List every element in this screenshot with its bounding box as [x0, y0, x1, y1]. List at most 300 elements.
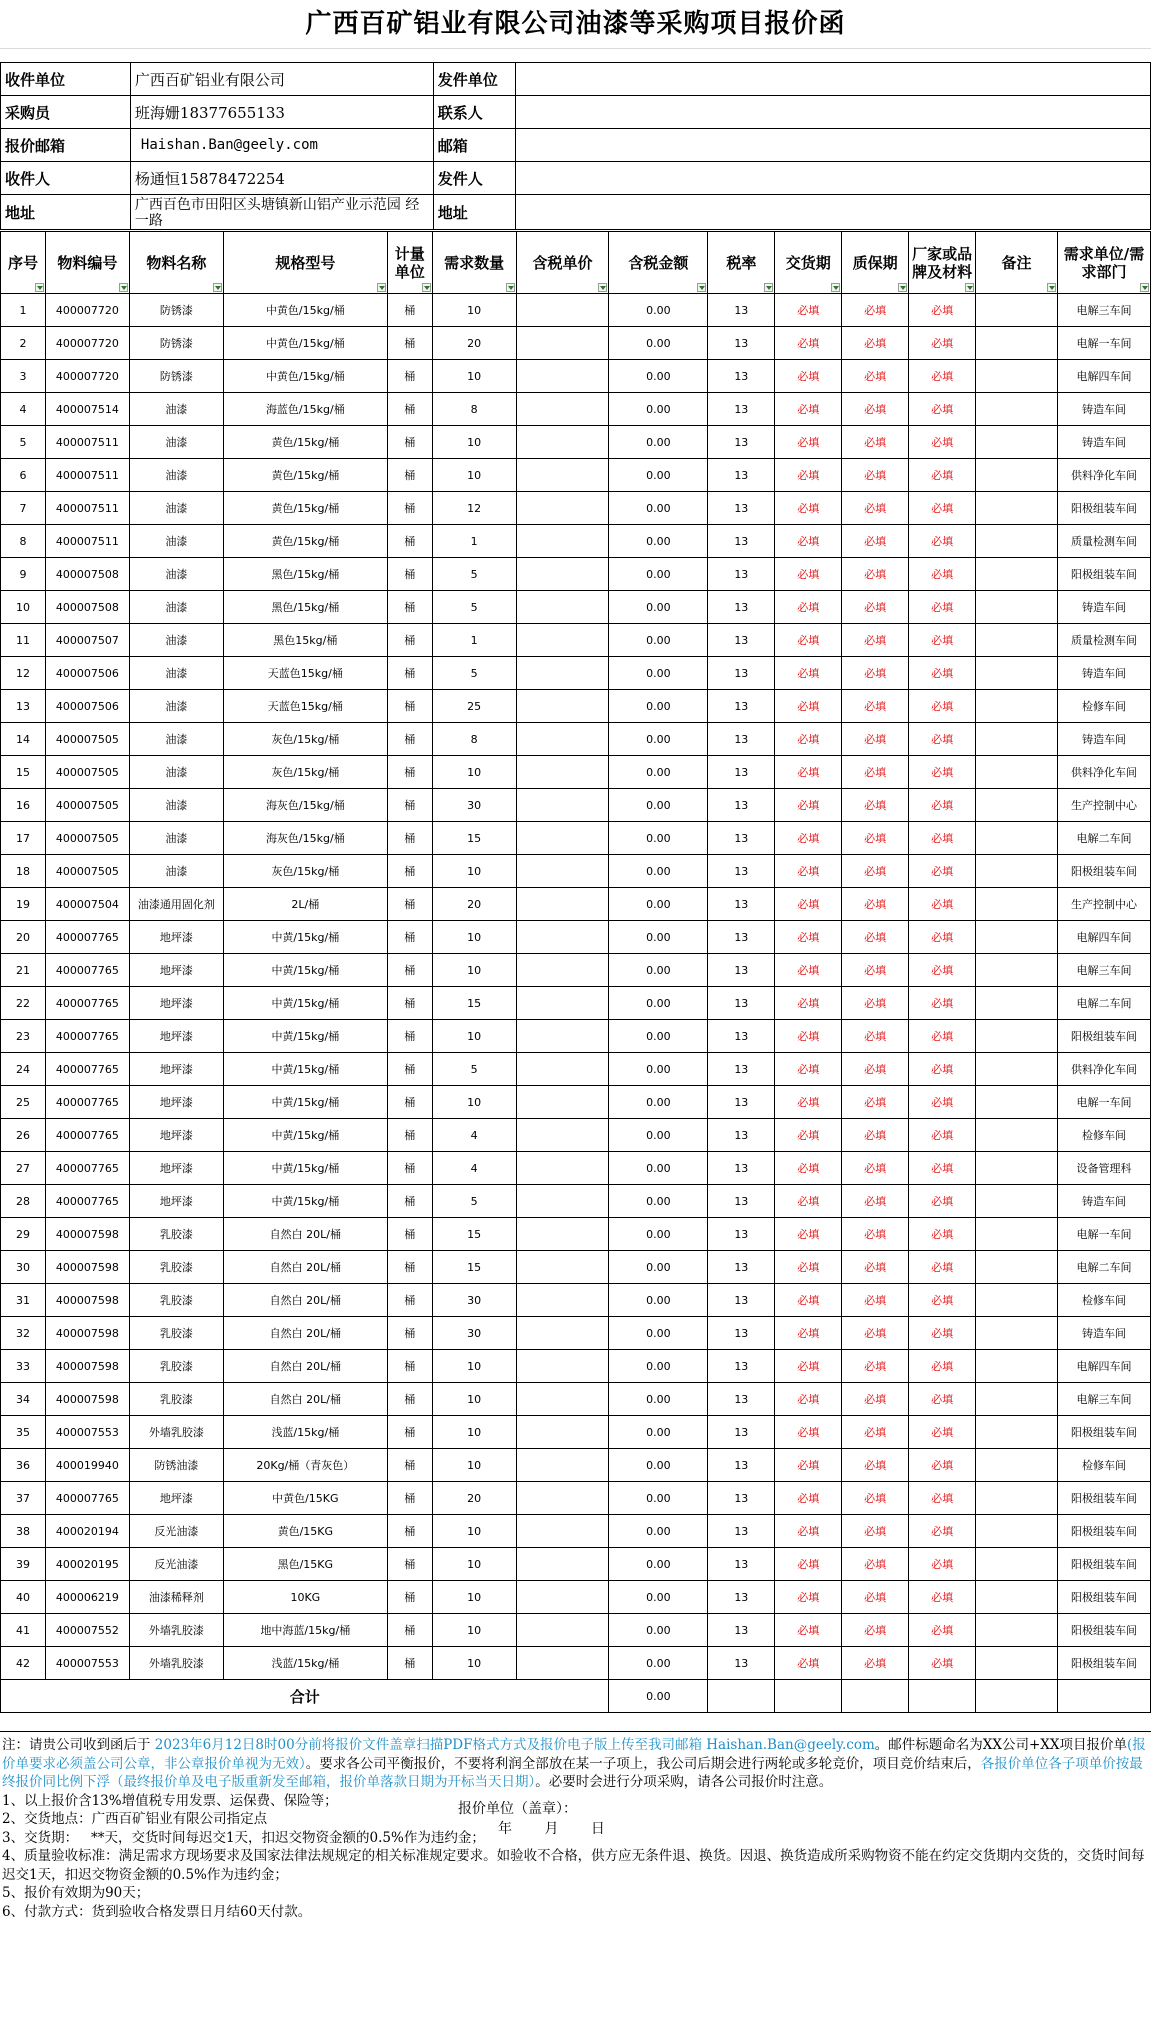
filter-dropdown-icon[interactable] — [831, 283, 840, 292]
col-remark-cell[interactable] — [976, 657, 1058, 690]
col-warranty-cell[interactable]: 必填 — [842, 492, 909, 525]
col-remark-cell[interactable] — [976, 1350, 1058, 1383]
col-department-cell: 阳极组装车间 — [1057, 1548, 1150, 1581]
col-brand-cell[interactable]: 必填 — [909, 294, 976, 327]
col-warranty-cell[interactable]: 必填 — [842, 1614, 909, 1647]
col-warranty-cell[interactable]: 必填 — [842, 426, 909, 459]
col-unit-price-cell[interactable] — [516, 327, 609, 360]
col-brand-cell[interactable]: 必填 — [909, 789, 976, 822]
col-brand-cell[interactable]: 必填 — [909, 1581, 976, 1614]
col-delivery-cell[interactable]: 必填 — [775, 954, 842, 987]
col-remark-cell[interactable] — [976, 1449, 1058, 1482]
col-delivery-cell[interactable]: 必填 — [775, 1218, 842, 1251]
col-delivery-cell[interactable]: 必填 — [775, 723, 842, 756]
col-unit-price-cell[interactable] — [516, 1350, 609, 1383]
col-delivery-cell[interactable]: 必填 — [775, 1053, 842, 1086]
col-amount-cell: 0.00 — [609, 1350, 708, 1383]
col-brand-cell[interactable]: 必填 — [909, 624, 976, 657]
col-delivery-cell[interactable]: 必填 — [775, 327, 842, 360]
col-delivery-cell[interactable]: 必填 — [775, 921, 842, 954]
col-brand-cell[interactable]: 必填 — [909, 1119, 976, 1152]
recipient-value[interactable]: 杨通恒15878472254 — [130, 162, 433, 195]
col-delivery-cell[interactable]: 必填 — [775, 756, 842, 789]
email-label: 邮箱 — [433, 129, 515, 162]
col-remark-cell[interactable] — [976, 1086, 1058, 1119]
col-spec-cell: 中黄/15kg/桶 — [223, 987, 387, 1020]
col-spec-cell: 黑色/15KG — [223, 1548, 387, 1581]
col-warranty-cell[interactable]: 必填 — [842, 789, 909, 822]
col-material-code-cell: 400007505 — [45, 756, 129, 789]
col-material-code-cell: 400007508 — [45, 591, 129, 624]
col-delivery-cell[interactable]: 必填 — [775, 294, 842, 327]
col-warranty-cell[interactable]: 必填 — [842, 1218, 909, 1251]
col-remark-cell[interactable] — [976, 1317, 1058, 1350]
col-warranty-cell[interactable]: 必填 — [842, 1317, 909, 1350]
buyer-value[interactable]: 班海姗18377655133 — [130, 96, 433, 129]
col-unit-price-cell[interactable] — [516, 1482, 609, 1515]
col-brand-cell[interactable]: 必填 — [909, 1020, 976, 1053]
col-remark-cell[interactable] — [976, 525, 1058, 558]
col-warranty-cell[interactable]: 必填 — [842, 1185, 909, 1218]
col-brand-cell[interactable]: 必填 — [909, 459, 976, 492]
col-delivery-cell[interactable]: 必填 — [775, 393, 842, 426]
col-warranty-cell[interactable]: 必填 — [842, 888, 909, 921]
col-brand-cell[interactable]: 必填 — [909, 1086, 976, 1119]
col-brand-cell[interactable]: 必填 — [909, 492, 976, 525]
filter-dropdown-icon[interactable] — [1140, 283, 1149, 292]
col-delivery-cell[interactable]: 必填 — [775, 1119, 842, 1152]
col-department-cell: 质量检测车间 — [1057, 624, 1150, 657]
col-material-name-cell: 油漆 — [129, 789, 223, 822]
col-remark-cell[interactable] — [976, 459, 1058, 492]
col-unit-price-cell[interactable] — [516, 1581, 609, 1614]
col-remark-cell[interactable] — [976, 360, 1058, 393]
col-brand-cell[interactable]: 必填 — [909, 1185, 976, 1218]
col-brand-cell[interactable]: 必填 — [909, 723, 976, 756]
note-item-5: 5、报价有效期为90天； — [2, 1885, 150, 1901]
filter-dropdown-icon[interactable] — [213, 283, 222, 292]
col-unit-price-cell[interactable] — [516, 1416, 609, 1449]
col-quantity-header — [432, 232, 516, 294]
col-warranty-cell[interactable]: 必填 — [842, 954, 909, 987]
col-unit-price-cell[interactable] — [516, 492, 609, 525]
col-unit-price-cell[interactable] — [516, 294, 609, 327]
col-warranty-cell[interactable]: 必填 — [842, 1482, 909, 1515]
col-unit-price-cell[interactable] — [516, 459, 609, 492]
col-brand-cell[interactable]: 必填 — [909, 1053, 976, 1086]
col-brand-cell[interactable]: 必填 — [909, 690, 976, 723]
col-delivery-cell[interactable]: 必填 — [775, 690, 842, 723]
col-brand-cell[interactable]: 必填 — [909, 1647, 976, 1680]
col-remark-cell[interactable] — [976, 723, 1058, 756]
col-unit-price-cell[interactable] — [516, 591, 609, 624]
col-tax-rate-cell: 13 — [708, 822, 775, 855]
col-remark-cell[interactable] — [976, 822, 1058, 855]
col-quantity-cell: 8 — [432, 393, 516, 426]
col-warranty-cell[interactable]: 必填 — [842, 1449, 909, 1482]
col-delivery-cell[interactable]: 必填 — [775, 1614, 842, 1647]
col-brand-cell[interactable]: 必填 — [909, 1152, 976, 1185]
col-brand-cell[interactable]: 必填 — [909, 1482, 976, 1515]
col-unit-price-cell[interactable] — [516, 822, 609, 855]
col-material-name-cell: 乳胶漆 — [129, 1350, 223, 1383]
col-amount-cell: 0.00 — [609, 1647, 708, 1680]
col-brand-cell[interactable]: 必填 — [909, 1251, 976, 1284]
filter-dropdown-icon[interactable] — [1047, 283, 1056, 292]
col-brand-cell[interactable]: 必填 — [909, 558, 976, 591]
col-warranty-cell[interactable]: 必填 — [842, 1515, 909, 1548]
col-material-name-cell: 油漆 — [129, 492, 223, 525]
col-warranty-cell[interactable]: 必填 — [842, 855, 909, 888]
receiver-unit-value[interactable]: 广西百矿铝业有限公司 — [130, 63, 433, 96]
col-brand-cell[interactable]: 必填 — [909, 1317, 976, 1350]
table-row — [1, 624, 1151, 657]
total-label: 合计 — [1, 1680, 609, 1713]
col-unit-price-cell[interactable] — [516, 558, 609, 591]
filter-dropdown-icon[interactable] — [422, 283, 431, 292]
col-brand-cell[interactable]: 必填 — [909, 1614, 976, 1647]
col-unit-price-cell[interactable] — [516, 1284, 609, 1317]
col-delivery-cell[interactable]: 必填 — [775, 591, 842, 624]
col-tax-rate-cell: 13 — [708, 1614, 775, 1647]
col-unit-price-cell[interactable] — [516, 1647, 609, 1680]
filter-dropdown-icon[interactable] — [377, 283, 386, 292]
col-unit-price-cell[interactable] — [516, 987, 609, 1020]
col-delivery-cell[interactable]: 必填 — [775, 1350, 842, 1383]
col-department-cell: 电解二车间 — [1057, 822, 1150, 855]
col-remark-cell[interactable] — [976, 1614, 1058, 1647]
col-remark-cell[interactable] — [976, 327, 1058, 360]
col-warranty-cell[interactable]: 必填 — [842, 558, 909, 591]
col-delivery-cell[interactable]: 必填 — [775, 1482, 842, 1515]
col-unit-price-cell[interactable] — [516, 954, 609, 987]
table-row — [1, 657, 1151, 690]
col-brand-cell[interactable]: 必填 — [909, 954, 976, 987]
col-remark-cell[interactable] — [976, 1581, 1058, 1614]
col-warranty-cell[interactable]: 必填 — [842, 1119, 909, 1152]
col-unit-price-cell[interactable] — [516, 723, 609, 756]
col-remark-cell[interactable] — [976, 1416, 1058, 1449]
col-material-name-cell: 油漆 — [129, 525, 223, 558]
table-row — [1, 1152, 1151, 1185]
col-warranty-cell[interactable]: 必填 — [842, 723, 909, 756]
col-remark-cell[interactable] — [976, 1020, 1058, 1053]
col-remark-cell[interactable] — [976, 624, 1058, 657]
table-row — [1, 393, 1151, 426]
col-warranty-cell[interactable]: 必填 — [842, 1647, 909, 1680]
filter-dropdown-icon[interactable] — [965, 283, 974, 292]
col-remark-cell[interactable] — [976, 1647, 1058, 1680]
col-delivery-cell[interactable]: 必填 — [775, 426, 842, 459]
col-remark-cell[interactable] — [976, 1119, 1058, 1152]
col-brand-cell[interactable]: 必填 — [909, 855, 976, 888]
col-warranty-cell[interactable]: 必填 — [842, 1581, 909, 1614]
col-remark-cell[interactable] — [976, 921, 1058, 954]
col-brand-cell[interactable]: 必填 — [909, 1515, 976, 1548]
col-remark-cell[interactable] — [976, 789, 1058, 822]
total-empty-cell — [909, 1680, 976, 1713]
col-delivery-cell[interactable]: 必填 — [775, 360, 842, 393]
col-unit-cell: 桶 — [387, 1647, 432, 1680]
col-remark-cell[interactable] — [976, 1515, 1058, 1548]
col-warranty-cell[interactable]: 必填 — [842, 822, 909, 855]
col-remark-cell[interactable] — [976, 1053, 1058, 1086]
col-unit-cell: 桶 — [387, 426, 432, 459]
col-delivery-cell[interactable]: 必填 — [775, 1548, 842, 1581]
col-brand-cell[interactable]: 必填 — [909, 657, 976, 690]
col-warranty-cell[interactable]: 必填 — [842, 1053, 909, 1086]
col-warranty-cell[interactable]: 必填 — [842, 1416, 909, 1449]
col-warranty-cell[interactable]: 必填 — [842, 1152, 909, 1185]
col-unit-price-cell[interactable] — [516, 1317, 609, 1350]
col-warranty-cell[interactable]: 必填 — [842, 657, 909, 690]
quote-email-value[interactable]: Haishan.Ban@geely.com — [130, 129, 433, 162]
table-row — [1, 492, 1151, 525]
col-quantity-cell: 10 — [432, 756, 516, 789]
sender-unit-value[interactable] — [515, 63, 1150, 96]
col-delivery-cell[interactable]: 必填 — [775, 1581, 842, 1614]
col-unit-price-cell[interactable] — [516, 1614, 609, 1647]
col-remark-cell[interactable] — [976, 393, 1058, 426]
col-unit-price-cell[interactable] — [516, 888, 609, 921]
col-delivery-cell[interactable]: 必填 — [775, 492, 842, 525]
table-row — [1, 822, 1151, 855]
col-index-cell: 38 — [1, 1515, 46, 1548]
col-unit-price-cell[interactable] — [516, 1515, 609, 1548]
col-warranty-cell[interactable]: 必填 — [842, 294, 909, 327]
col-amount-cell: 0.00 — [609, 1383, 708, 1416]
col-unit-cell: 桶 — [387, 1284, 432, 1317]
col-delivery-label: 交货期 — [785, 253, 831, 272]
col-brand-cell[interactable]: 必填 — [909, 591, 976, 624]
filter-dropdown-icon[interactable] — [35, 283, 44, 292]
col-unit-cell: 桶 — [387, 1416, 432, 1449]
col-unit-cell: 桶 — [387, 1119, 432, 1152]
col-warranty-cell[interactable]: 必填 — [842, 1020, 909, 1053]
col-material-code-header — [45, 232, 129, 294]
col-brand-cell[interactable]: 必填 — [909, 1449, 976, 1482]
col-delivery-cell[interactable]: 必填 — [775, 558, 842, 591]
col-delivery-cell[interactable]: 必填 — [775, 1383, 842, 1416]
col-material-code-cell: 400007765 — [45, 987, 129, 1020]
col-department-cell: 质量检测车间 — [1057, 525, 1150, 558]
col-delivery-cell[interactable]: 必填 — [775, 888, 842, 921]
col-tax-rate-cell: 13 — [708, 1383, 775, 1416]
col-delivery-cell[interactable]: 必填 — [775, 789, 842, 822]
col-delivery-cell[interactable]: 必填 — [775, 525, 842, 558]
col-delivery-cell[interactable]: 必填 — [775, 657, 842, 690]
col-unit-price-cell[interactable] — [516, 525, 609, 558]
table-row — [1, 1383, 1151, 1416]
filter-dropdown-icon[interactable] — [764, 283, 773, 292]
col-delivery-cell[interactable]: 必填 — [775, 1152, 842, 1185]
col-unit-price-cell[interactable] — [516, 624, 609, 657]
col-delivery-cell[interactable]: 必填 — [775, 855, 842, 888]
col-brand-cell[interactable]: 必填 — [909, 822, 976, 855]
col-unit-price-cell[interactable] — [516, 1119, 609, 1152]
col-warranty-cell[interactable]: 必填 — [842, 987, 909, 1020]
col-brand-cell[interactable]: 必填 — [909, 921, 976, 954]
col-delivery-cell[interactable]: 必填 — [775, 1449, 842, 1482]
col-remark-cell[interactable] — [976, 1482, 1058, 1515]
col-brand-cell[interactable]: 必填 — [909, 426, 976, 459]
table-row — [1, 756, 1151, 789]
col-unit-price-cell[interactable] — [516, 657, 609, 690]
col-index-cell: 36 — [1, 1449, 46, 1482]
col-brand-cell[interactable]: 必填 — [909, 888, 976, 921]
col-unit-price-cell[interactable] — [516, 756, 609, 789]
col-unit-price-cell[interactable] — [516, 1053, 609, 1086]
col-spec-header — [223, 232, 387, 294]
col-remark-cell[interactable] — [976, 855, 1058, 888]
col-warranty-cell[interactable]: 必填 — [842, 360, 909, 393]
col-unit-price-cell[interactable] — [516, 690, 609, 723]
table-row — [1, 558, 1151, 591]
col-material-name-label: 物料名称 — [146, 253, 207, 272]
col-delivery-cell[interactable]: 必填 — [775, 459, 842, 492]
col-unit-price-cell[interactable] — [516, 789, 609, 822]
col-warranty-cell[interactable]: 必填 — [842, 1383, 909, 1416]
col-brand-cell[interactable]: 必填 — [909, 987, 976, 1020]
col-quantity-cell: 10 — [432, 1350, 516, 1383]
filter-dropdown-icon[interactable] — [119, 283, 128, 292]
filter-dropdown-icon[interactable] — [506, 283, 515, 292]
col-delivery-cell[interactable]: 必填 — [775, 1647, 842, 1680]
col-warranty-cell[interactable]: 必填 — [842, 459, 909, 492]
col-tax-rate-cell: 13 — [708, 723, 775, 756]
filter-dropdown-icon[interactable] — [898, 283, 907, 292]
col-delivery-cell[interactable]: 必填 — [775, 822, 842, 855]
col-remark-cell[interactable] — [976, 591, 1058, 624]
col-department-cell: 阳极组装车间 — [1057, 1020, 1150, 1053]
col-warranty-cell[interactable]: 必填 — [842, 690, 909, 723]
col-warranty-cell[interactable]: 必填 — [842, 393, 909, 426]
col-amount-cell: 0.00 — [609, 1548, 708, 1581]
col-remark-cell[interactable] — [976, 558, 1058, 591]
col-warranty-cell[interactable]: 必填 — [842, 624, 909, 657]
col-remark-cell[interactable] — [976, 1284, 1058, 1317]
col-warranty-cell[interactable]: 必填 — [842, 327, 909, 360]
email-value[interactable] — [515, 129, 1150, 162]
col-quantity-cell: 10 — [432, 1383, 516, 1416]
col-remark-cell[interactable] — [976, 1251, 1058, 1284]
col-unit-price-cell[interactable] — [516, 1218, 609, 1251]
col-warranty-cell[interactable]: 必填 — [842, 1251, 909, 1284]
col-brand-cell[interactable]: 必填 — [909, 1284, 976, 1317]
col-brand-cell[interactable]: 必填 — [909, 1383, 976, 1416]
sender-label: 发件人 — [433, 162, 515, 195]
col-remark-cell[interactable] — [976, 690, 1058, 723]
col-unit-price-cell[interactable] — [516, 1383, 609, 1416]
col-delivery-cell[interactable]: 必填 — [775, 1185, 842, 1218]
filter-dropdown-icon[interactable] — [598, 283, 607, 292]
col-delivery-cell[interactable]: 必填 — [775, 1317, 842, 1350]
col-unit-price-cell[interactable] — [516, 426, 609, 459]
col-warranty-cell[interactable]: 必填 — [842, 1350, 909, 1383]
filter-dropdown-icon[interactable] — [697, 283, 706, 292]
col-delivery-cell[interactable]: 必填 — [775, 1020, 842, 1053]
address-value[interactable]: 广西百色市田阳区头塘镇新山铝产业示范园 经一路 — [130, 195, 433, 230]
col-warranty-cell[interactable]: 必填 — [842, 921, 909, 954]
col-delivery-cell[interactable]: 必填 — [775, 1515, 842, 1548]
col-unit-cell: 桶 — [387, 855, 432, 888]
col-warranty-cell[interactable]: 必填 — [842, 756, 909, 789]
col-unit-price-cell[interactable] — [516, 921, 609, 954]
col-remark-cell[interactable] — [976, 1548, 1058, 1581]
col-remark-cell[interactable] — [976, 492, 1058, 525]
col-unit-price-cell[interactable] — [516, 1020, 609, 1053]
col-remark-cell[interactable] — [976, 1218, 1058, 1251]
col-warranty-cell[interactable]: 必填 — [842, 1548, 909, 1581]
sender-value[interactable] — [515, 162, 1150, 195]
col-remark-cell[interactable] — [976, 426, 1058, 459]
col-brand-cell[interactable]: 必填 — [909, 1350, 976, 1383]
col-delivery-cell[interactable]: 必填 — [775, 624, 842, 657]
col-brand-cell[interactable]: 必填 — [909, 360, 976, 393]
col-warranty-cell[interactable]: 必填 — [842, 1086, 909, 1119]
col-spec-cell: 黑色/15kg/桶 — [223, 558, 387, 591]
col-remark-cell[interactable] — [976, 888, 1058, 921]
col-unit-price-cell[interactable] — [516, 1251, 609, 1284]
col-delivery-cell[interactable]: 必填 — [775, 1251, 842, 1284]
col-brand-cell[interactable]: 必填 — [909, 393, 976, 426]
col-remark-cell[interactable] — [976, 1185, 1058, 1218]
col-brand-cell[interactable]: 必填 — [909, 1416, 976, 1449]
col-delivery-cell[interactable]: 必填 — [775, 1284, 842, 1317]
col-brand-cell[interactable]: 必填 — [909, 756, 976, 789]
col-remark-cell[interactable] — [976, 987, 1058, 1020]
col-index-cell: 40 — [1, 1581, 46, 1614]
col-index-cell: 15 — [1, 756, 46, 789]
col-tax-rate-cell: 13 — [708, 1152, 775, 1185]
table-row — [1, 1614, 1151, 1647]
contact-value[interactable] — [515, 96, 1150, 129]
col-delivery-cell[interactable]: 必填 — [775, 1086, 842, 1119]
col-brand-cell[interactable]: 必填 — [909, 1218, 976, 1251]
col-unit-price-cell[interactable] — [516, 1449, 609, 1482]
col-remark-cell[interactable] — [976, 1152, 1058, 1185]
col-remark-cell[interactable] — [976, 954, 1058, 987]
col-brand-cell[interactable]: 必填 — [909, 327, 976, 360]
col-unit-price-cell[interactable] — [516, 1185, 609, 1218]
col-remark-cell[interactable] — [976, 1383, 1058, 1416]
col-warranty-cell[interactable]: 必填 — [842, 525, 909, 558]
col-unit-cell: 桶 — [387, 954, 432, 987]
col-unit-price-cell[interactable] — [516, 1086, 609, 1119]
col-unit-price-cell[interactable] — [516, 360, 609, 393]
col-unit-price-cell[interactable] — [516, 1152, 609, 1185]
col-warranty-cell[interactable]: 必填 — [842, 591, 909, 624]
col-quantity-cell: 10 — [432, 1515, 516, 1548]
col-brand-cell[interactable]: 必填 — [909, 1548, 976, 1581]
col-unit-price-cell[interactable] — [516, 855, 609, 888]
col-delivery-cell[interactable]: 必填 — [775, 1416, 842, 1449]
col-warranty-cell[interactable]: 必填 — [842, 1284, 909, 1317]
col-department-header — [1057, 232, 1150, 294]
col-delivery-cell[interactable]: 必填 — [775, 987, 842, 1020]
col-material-code-label: 物料编号 — [57, 253, 118, 272]
col-amount-cell: 0.00 — [609, 1086, 708, 1119]
sender-unit-label: 发件单位 — [433, 63, 515, 96]
col-department-cell: 阳极组装车间 — [1057, 492, 1150, 525]
col-remark-cell[interactable] — [976, 756, 1058, 789]
col-unit-price-cell[interactable] — [516, 1548, 609, 1581]
address2-value[interactable] — [515, 195, 1150, 230]
col-department-cell: 铸造车间 — [1057, 723, 1150, 756]
col-unit-price-cell[interactable] — [516, 393, 609, 426]
col-brand-cell[interactable]: 必填 — [909, 525, 976, 558]
col-remark-cell[interactable] — [976, 294, 1058, 327]
